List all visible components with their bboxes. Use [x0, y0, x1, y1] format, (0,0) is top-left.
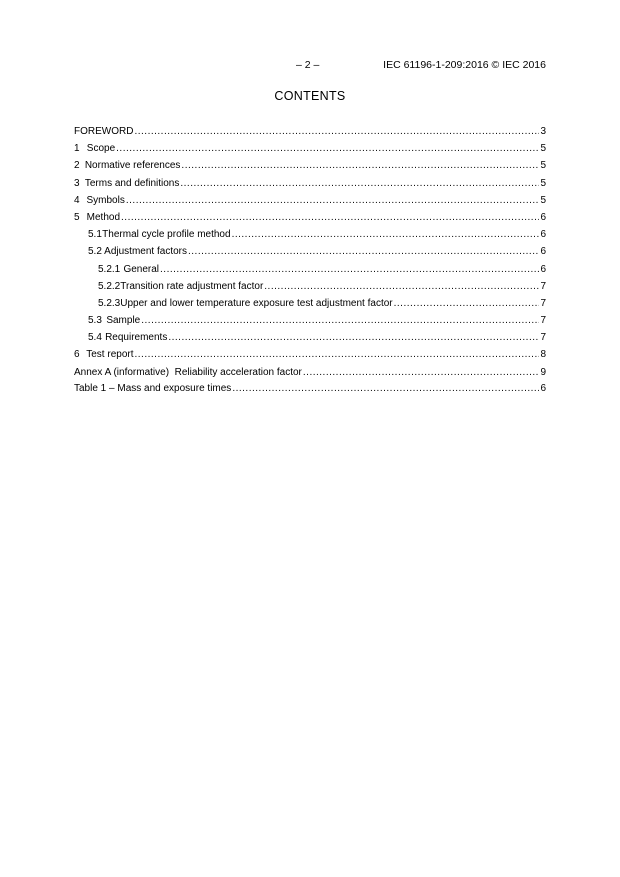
toc-page-number: 6: [540, 263, 546, 275]
toc-entry-terms-and-definitions[interactable]: [74, 175, 546, 192]
toc-leader-dots: [134, 123, 539, 140]
toc-label: Normative references: [84, 160, 181, 172]
toc-number: 5.2.1: [98, 263, 121, 275]
toc-entry-general[interactable]: [74, 261, 546, 278]
toc-label: Adjustment factors: [104, 246, 187, 258]
toc-number: 5.2: [88, 246, 102, 258]
toc-number: 5.1: [88, 229, 102, 241]
toc-entry-normative-references[interactable]: [74, 157, 546, 174]
toc-label: Scope: [86, 143, 116, 155]
toc-page-number: 7: [540, 280, 546, 292]
toc-page-number: 3: [540, 126, 546, 137]
toc-number: 5.2.3: [98, 297, 121, 309]
toc-leader-dots: [232, 380, 539, 397]
toc-leader-dots: [188, 243, 539, 260]
toc-leader-dots: [264, 278, 539, 295]
toc-page-number: 5: [540, 177, 546, 189]
tables-entry-table-1[interactable]: [74, 380, 546, 397]
toc-label: Annex A (informative) Reliability acceleration factor: [74, 366, 302, 378]
toc-entry-thermal-cycle-profile-method[interactable]: [74, 226, 546, 243]
toc-label: Test report: [86, 349, 134, 361]
toc-entry-test-report[interactable]: [74, 346, 546, 363]
toc-label: Requirements: [105, 332, 168, 344]
toc-leader-dots: [303, 364, 540, 381]
toc-page-number: 5: [540, 143, 546, 155]
toc-leader-dots: [141, 312, 539, 329]
toc-label: Method: [86, 211, 121, 223]
toc-entry-adjustment-factors[interactable]: [74, 243, 546, 260]
toc-label: General: [123, 263, 160, 275]
toc-entry-scope[interactable]: [74, 140, 546, 157]
toc-leader-dots: [168, 329, 539, 346]
toc-entry-sample[interactable]: [74, 312, 546, 329]
toc-label: Thermal cycle profile method: [102, 229, 231, 241]
page-header: [0, 59, 620, 73]
toc-leader-dots: [180, 175, 539, 192]
toc-label: Upper and lower temperature exposure test adjustment factor: [120, 297, 393, 309]
toc-number: 1: [74, 143, 80, 155]
toc-leader-dots: [181, 157, 539, 174]
toc-label: Symbols: [86, 194, 125, 206]
toc-entry-requirements[interactable]: [74, 329, 546, 346]
toc-number: 5.3: [88, 315, 102, 327]
toc-page-number: 9: [540, 366, 546, 378]
toc-leader-dots: [116, 140, 539, 157]
toc-page-number: 5: [540, 194, 546, 206]
toc-leader-dots: [121, 209, 539, 226]
toc-entry-method[interactable]: [74, 209, 546, 226]
toc-number: 6: [74, 349, 80, 361]
toc-number: 5.4: [88, 332, 102, 344]
document-reference: IEC 61196-1-209:2016 © IEC 2016: [383, 59, 546, 71]
toc-leader-dots: [126, 192, 540, 209]
toc-page-number: 6: [540, 246, 546, 258]
toc-label: FOREWORD: [74, 126, 134, 137]
toc-label: Transition rate adjustment factor: [120, 280, 264, 292]
toc-leader-dots: [394, 295, 540, 312]
table-of-contents: [74, 123, 546, 381]
toc-page-number: 6: [540, 211, 546, 223]
toc-number: 4: [74, 194, 80, 206]
toc-leader-dots: [160, 261, 539, 278]
page-number: – 2 –: [296, 59, 320, 71]
toc-label: Table 1 – Mass and exposure times: [74, 383, 232, 394]
toc-page-number: 6: [540, 229, 546, 241]
toc-leader-dots: [232, 226, 540, 243]
toc-entry-annex-a[interactable]: [74, 364, 546, 381]
toc-number: 5.2.2: [98, 280, 121, 292]
toc-page-number: 8: [540, 349, 546, 361]
toc-page-number: 6: [540, 383, 546, 394]
toc-leader-dots: [135, 346, 540, 363]
toc-label: Terms and definitions: [84, 177, 180, 189]
list-of-tables: [74, 380, 546, 397]
contents-title: CONTENTS: [274, 89, 346, 103]
toc-number: 2: [74, 160, 80, 172]
toc-page-number: 7: [540, 297, 546, 309]
toc-page-number: 7: [540, 332, 546, 344]
toc-number: 3: [74, 177, 80, 189]
toc-page-number: 7: [540, 315, 546, 327]
toc-entry-foreword[interactable]: [74, 123, 546, 140]
toc-page-number: 5: [540, 160, 546, 172]
toc-entry-transition-rate-adjustment-factor[interactable]: [74, 278, 546, 295]
toc-label: Sample: [106, 315, 141, 327]
toc-entry-temperature-exposure-adjustment-factor[interactable]: [74, 295, 546, 312]
toc-number: 5: [74, 211, 80, 223]
toc-entry-symbols[interactable]: [74, 192, 546, 209]
